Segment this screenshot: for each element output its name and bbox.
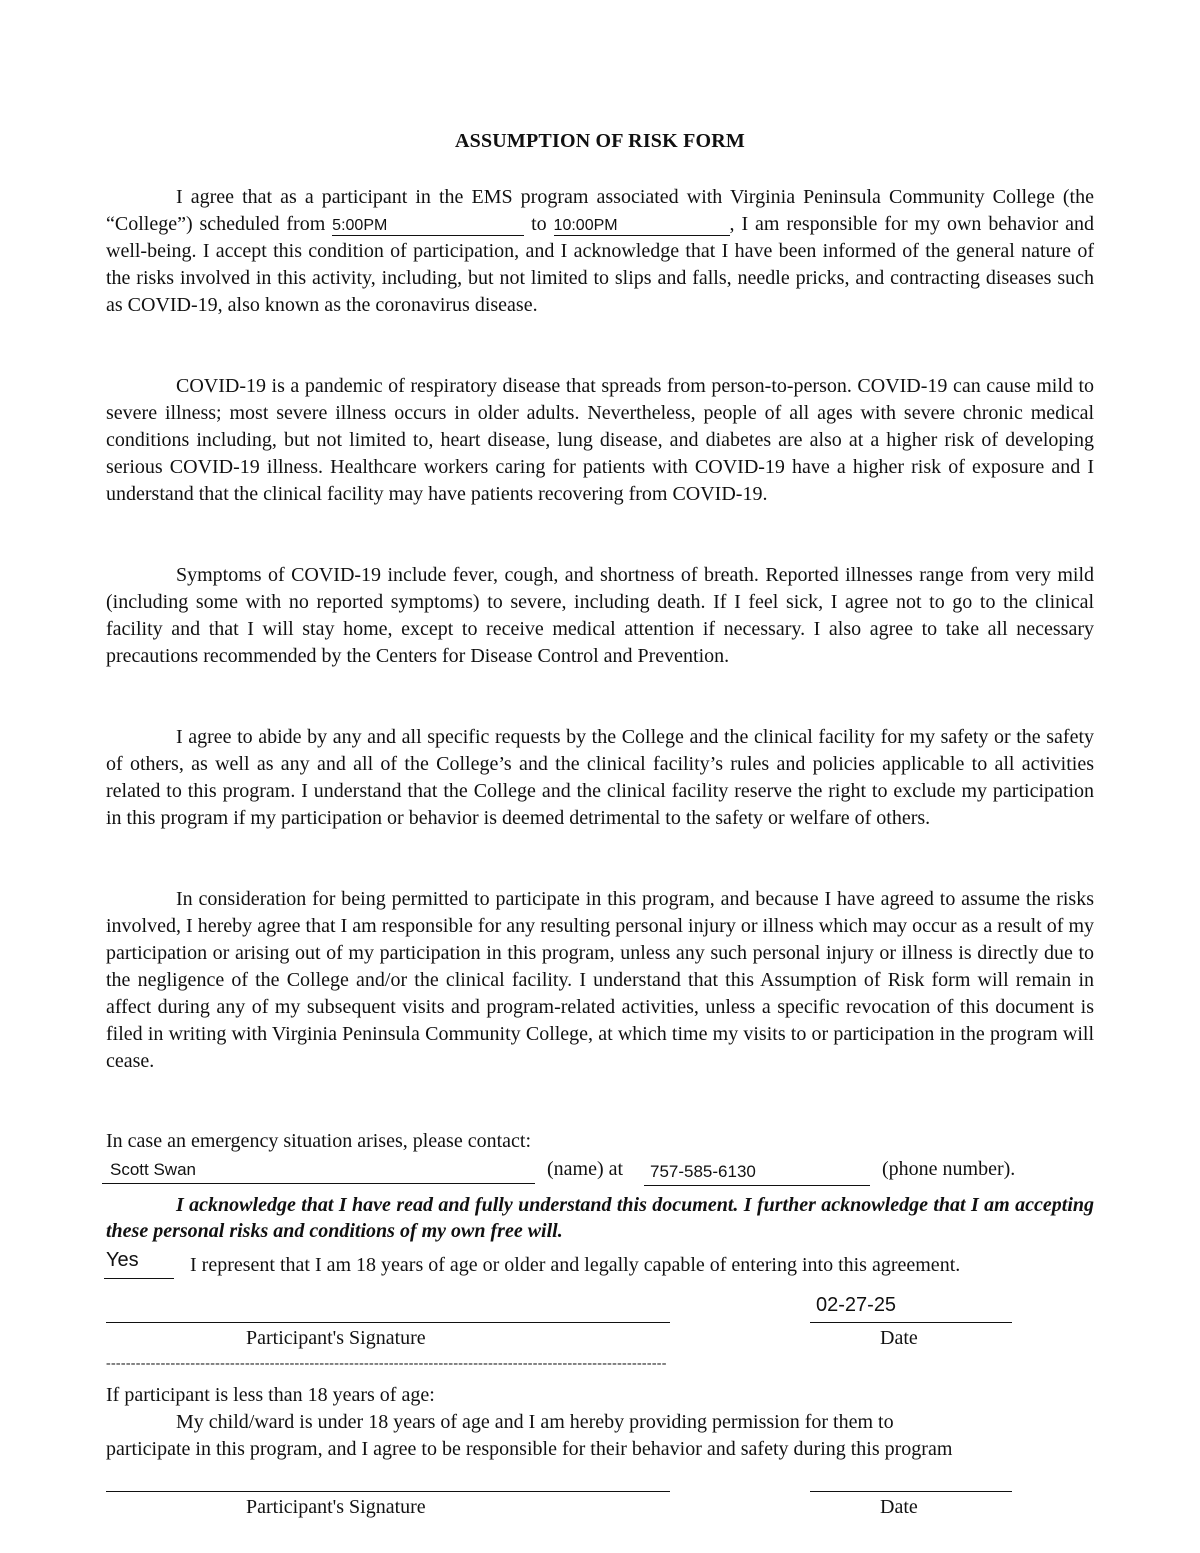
date-label: Date bbox=[880, 1327, 918, 1349]
participant-signature-label: Participant's Signature bbox=[246, 1327, 426, 1349]
age-answer-value: Yes bbox=[106, 1249, 139, 1271]
acknowledgment-statement: I acknowledge that I have read and fully understand this document. I further acknowledge that I am accepting these personal risks and conditions of my own free will. bbox=[106, 1194, 1094, 1242]
acknowledgment-text bbox=[106, 1192, 1094, 1244]
p5-text: In consideration for being permitted to participate in this program, and because I have agreed to assume the risks involved, I hereby agree that I am responsible for any resulting personal injury or illness which may occur as a result of my participation or arising out of my participation in this program, unless any such personal injury or illness is directly due to the negligence of the College and/or the clinical facility. I understand that this Assumption of Risk form will remain in affect during any of my subsequent visits and program-related activities, unless a specific revocation of this document is filed in writing with Virginia Peninsula Community College, at which time my visits to or participation in the program will cease. bbox=[106, 888, 1094, 1072]
section-divider: ----------------------------------------------------------------------------------------------------------------- bbox=[106, 1356, 667, 1371]
participant-signature-field[interactable] bbox=[106, 1322, 670, 1323]
date-field[interactable] bbox=[810, 1322, 1012, 1323]
p2-text: COVID-19 is a pandemic of respiratory disease that spreads from person-to-person. COVID-19 can cause mild to severe illness; most severe illness occurs in older adults. Nevertheless, people of all ages with severe chronic medical conditions including, but not limited to, heart disease, lung disease, and diabetes are also at a higher risk of developing serious COVID-19 illness. Healthcare workers caring for patients with COVID-19 have a higher risk of exposure and I understand that the clinical facility may have patients recovering from COVID-19. bbox=[106, 375, 1094, 505]
p1-to-word: to bbox=[531, 213, 547, 235]
p1-lead: I agree that as a participant in the EMS program associated with Virginia Peninsula Community College (the “College”) scheduled from bbox=[106, 186, 1094, 235]
to-time-field[interactable] bbox=[554, 215, 730, 236]
paragraph-rules bbox=[106, 724, 1094, 832]
from-time-value: 5:00PM bbox=[332, 217, 388, 234]
phone-number-label: (phone number). bbox=[882, 1158, 1016, 1180]
date-value: 02-27-25 bbox=[816, 1294, 897, 1316]
name-at-label: (name) at bbox=[547, 1158, 624, 1180]
p4-text: I agree to abide by any and all specific requests by the College and the clinical facility for my safety or the safety of others, as well as any and all of the College’s and the clinical facility’s rules and policies applicable to all activities related to this program. I understand that the College and the clinical facility reserve the right to exclude my participation in this program if my participation or behavior is deemed detrimental to the safety or welfare of others. bbox=[106, 726, 1094, 829]
paragraph-participation bbox=[106, 184, 1094, 319]
p1-comma: , bbox=[729, 213, 735, 235]
age-statement: I represent that I am 18 years of age or older and legally capable of entering into this agreement. bbox=[190, 1254, 961, 1276]
paragraph-symptoms bbox=[106, 562, 1094, 670]
emergency-name-field[interactable] bbox=[102, 1183, 535, 1184]
minor-date-field[interactable] bbox=[810, 1491, 1012, 1492]
p1-rest: I am responsible for my own behavior and well-being. I accept this condition of participation, and I acknowledge that I have been informed of the general nature of the risks involved in this activity, including, but not limited to slips and falls, needle pricks, and contracting diseases such as COVID-19, also known as the coronavirus disease. bbox=[106, 213, 1095, 316]
form-title: ASSUMPTION OF RISK FORM bbox=[455, 130, 745, 152]
paragraph-covid-info bbox=[106, 373, 1094, 508]
emergency-name-value: Scott Swan bbox=[110, 1160, 196, 1179]
to-time-value: 10:00PM bbox=[553, 217, 618, 234]
minor-signature-label: Participant's Signature bbox=[246, 1496, 426, 1518]
paragraph-consideration bbox=[106, 886, 1094, 1075]
p3-text: Symptoms of COVID-19 include fever, cough, and shortness of breath. Reported illnesses range from very mild (including some with no reported symptoms) to severe, including death. If I feel sick, I agree not to go to the clinical facility and that I will stay home, except to receive medical attention if necessary. I also agree to take all necessary precautions recommended by the Centers for Disease Control and Prevention. bbox=[106, 564, 1094, 667]
age-answer-field[interactable] bbox=[104, 1278, 174, 1279]
from-time-field[interactable] bbox=[332, 215, 524, 236]
emergency-phone-field[interactable] bbox=[644, 1185, 870, 1186]
minor-date-label: Date bbox=[880, 1496, 918, 1518]
minor-line-2: participate in this program, and I agree to be responsible for their behavior and safety during this program bbox=[106, 1438, 953, 1460]
minor-signature-field[interactable] bbox=[106, 1491, 670, 1492]
emergency-label: In case an emergency situation arises, please contact: bbox=[106, 1130, 532, 1152]
minor-heading: If participant is less than 18 years of age: bbox=[106, 1384, 435, 1406]
emergency-phone-value: 757-585-6130 bbox=[650, 1162, 756, 1181]
minor-line-1: My child/ward is under 18 years of age and I am hereby providing permission for them to bbox=[176, 1411, 894, 1433]
